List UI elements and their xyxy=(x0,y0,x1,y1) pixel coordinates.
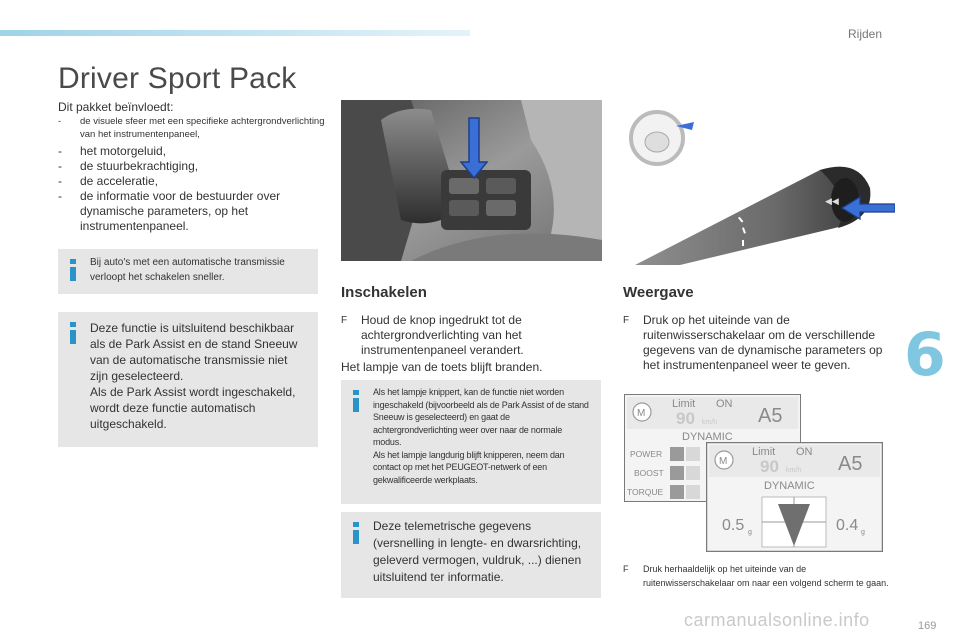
instrument-screen-front xyxy=(706,442,883,552)
info-box-park-assist xyxy=(58,312,318,447)
step-result: Het lampje van de toets blijft branden. xyxy=(341,360,543,374)
mode-badge-text: M xyxy=(719,456,728,467)
info-text: Deze telemetrische gegevens (versnelling in lengte- en dwarsrichting, geleverd vermogen, vuldruk, ...) dienen uitsluitend ter informatie. xyxy=(373,519,582,584)
step-marker: F xyxy=(341,315,348,326)
info-box-automatic xyxy=(58,249,318,294)
info-icon xyxy=(353,522,359,544)
page-number: 169 xyxy=(918,620,937,632)
info-box-lamp xyxy=(341,380,601,504)
list-item: - het motorgeluid, xyxy=(58,144,328,159)
step-inschakelen xyxy=(341,313,591,358)
info-icon xyxy=(70,259,76,281)
info-text: Als het lampje knippert, kan de functie niet worden ingeschakeld (bijvoorbeeld als de Park Assist of de stand Sneeuw is geselecteerd) en gaat de achtergrondverlichting weer over naar de normale modus. Als het lampje langdurig blijft knipperen, neem dan contact op met het PEUGEOT-netwerk of een gekwalificeerde werkplaats. xyxy=(373,387,589,485)
speed-value: 90 xyxy=(676,409,695,428)
heading-weergave: Weergave xyxy=(623,284,694,301)
list-item: - de stuurbekrachtiging, xyxy=(58,159,328,174)
speed-unit: km/h xyxy=(702,419,718,426)
g-left-unit: g xyxy=(748,529,752,536)
row-boost: BOOST xyxy=(634,468,664,478)
gear-console-illustration xyxy=(341,100,602,261)
step-weergave xyxy=(623,313,893,373)
wiper-stalk-illustration xyxy=(620,100,895,265)
list-item: - de acceleratie, xyxy=(58,174,328,189)
limit-label: Limit xyxy=(752,446,776,458)
step-weergave-repeat xyxy=(623,562,893,590)
step-text: Houd de knop ingedrukt tot de achtergrondverlichting van het instrumentenpaneel verandert. xyxy=(361,313,524,357)
steering-wheel-icon xyxy=(631,112,694,164)
svg-text:◀◀: ◀◀ xyxy=(825,196,839,206)
speed-unit: km/h xyxy=(786,467,802,474)
gear-indicator: A5 xyxy=(758,405,783,427)
limit-state: ON xyxy=(796,446,813,458)
g-right-unit: g xyxy=(861,529,865,536)
g-right-value: 0.4 xyxy=(836,517,859,534)
feature-list xyxy=(58,115,328,234)
header-accent-bar xyxy=(0,30,470,36)
row-torque: TORQUE xyxy=(627,487,664,497)
section-name: Rijden xyxy=(848,27,883,41)
heading-inschakelen: Inschakelen xyxy=(341,284,427,301)
g-left-value: 0.5 xyxy=(722,517,745,534)
info-box-telemetry xyxy=(341,512,601,598)
info-icon xyxy=(70,322,76,344)
g-force-indicator-icon xyxy=(762,497,826,547)
row-power: POWER xyxy=(630,449,663,459)
mode-badge-text: M xyxy=(637,408,646,419)
step-marker: F xyxy=(623,564,629,574)
info-text: Deze functie is uitsluitend beschikbaar als de Park Assist en de stand Sneeuw van de automatische transmissie niet zijn geselecteerd. Als de Park Assist wordt ingeschakeld, wordt deze functie automatisch uitgeschakeld. xyxy=(90,321,298,431)
chapter-number: 6 xyxy=(904,320,946,390)
limit-state: ON xyxy=(716,398,733,410)
info-text: Bij auto's met een automatische transmissie verloopt het schakelen sneller. xyxy=(90,257,285,283)
limit-label: Limit xyxy=(672,398,696,410)
list-item: - de visuele sfeer met een specifieke achtergrondverlichting van het instrumentenpaneel, xyxy=(58,115,328,141)
step-text: Druk op het uiteinde van de ruitenwisserschakelaar om de verschillende gegevens van de dynamische parameters op het instrumentenpaneel weer te geven. xyxy=(643,313,883,372)
info-icon xyxy=(353,390,359,412)
intro-text: Dit pakket beïnvloedt: xyxy=(58,100,174,114)
speed-value: 90 xyxy=(760,457,779,476)
step-marker: F xyxy=(623,315,630,326)
gear-indicator: A5 xyxy=(838,453,863,475)
step-text: Druk herhaaldelijk op het uiteinde van de ruitenwisserschakelaar om naar een volgend scherm te gaan. xyxy=(643,564,889,588)
mode-label: DYNAMIC xyxy=(764,480,815,492)
mode-label: DYNAMIC xyxy=(682,431,733,443)
page-title: Driver Sport Pack xyxy=(58,62,297,95)
watermark: carmanualsonline.info xyxy=(684,610,870,630)
list-item: - de informatie voor de bestuurder over dynamische parameters, op het instrumentenpaneel. xyxy=(58,189,328,234)
